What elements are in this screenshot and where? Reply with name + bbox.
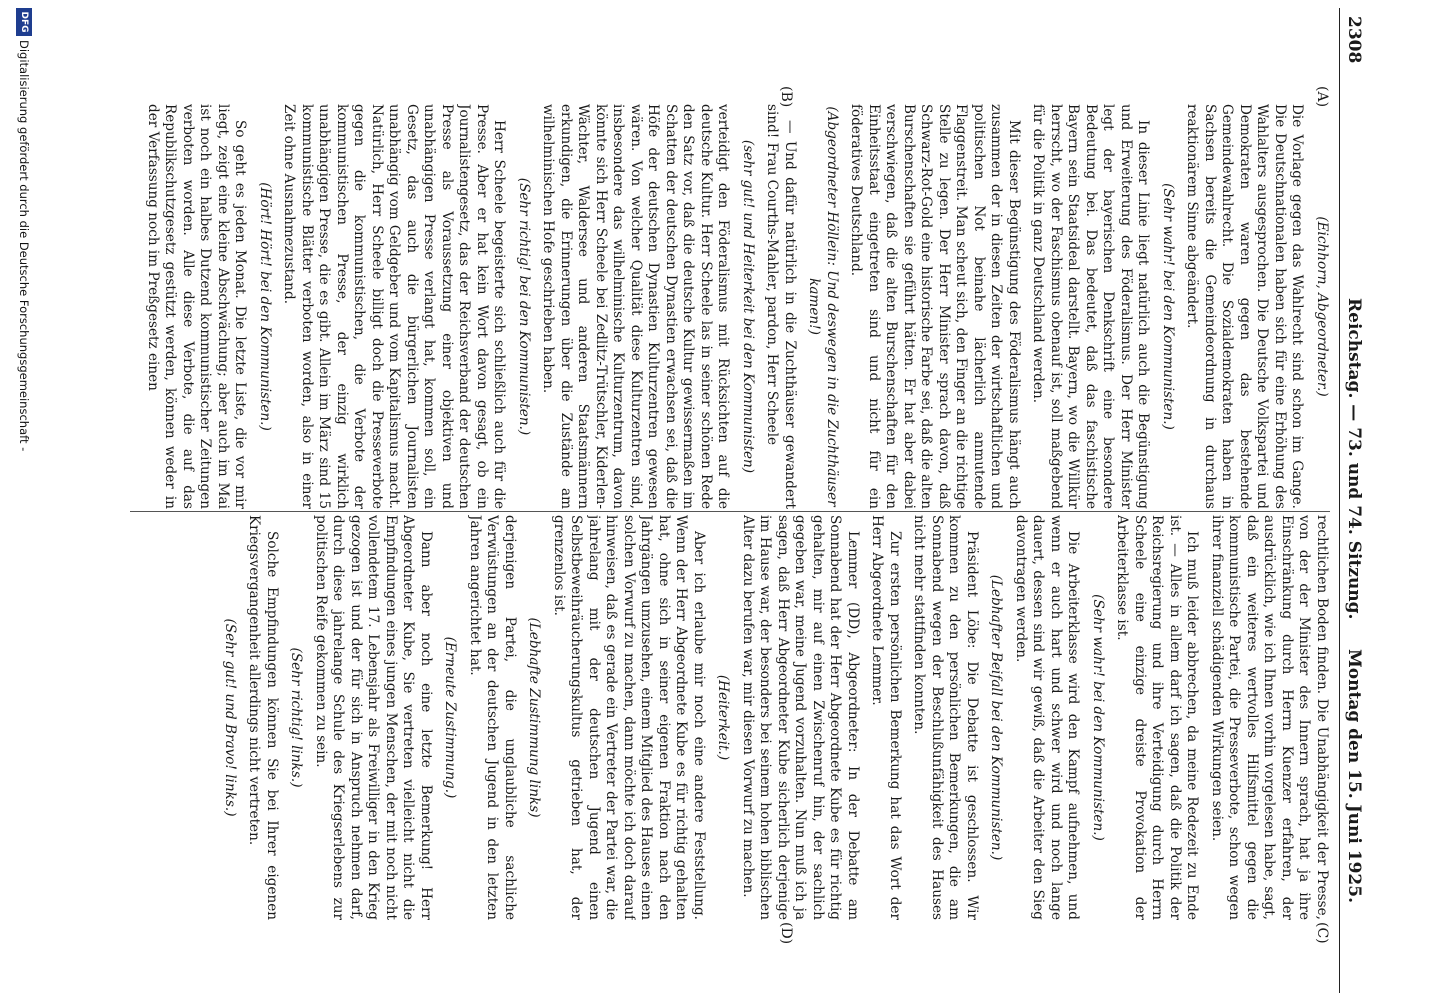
paragraph: Solche Empfindungen können Sie bei Ihrer eigenen Kriegsvergangenheit allerdings nicht vertreten. <box>246 515 280 920</box>
session-date: Montag den 15. Juni 1925. <box>1344 648 1364 903</box>
interjection: (Sehr richtig! bei den Kommunisten.) <box>516 177 532 436</box>
paragraph: rechtlichen Boden finden. Die Unabhängigkeit der Presse, von der der Minister des Innern sprach, hat ja ihre Einschränkung durch Herrn Kuenzer erfahren, der ausdrücklich, wie ich Ihnen vorhin vorgelesen habe, sagt, daß ein weiteres wertvolles Hilfsmittel gegen die kommunistische Partei, die Presseverbote, schon wegen ihrer finanziell schädigenden Wirkungen seien. <box>1209 515 1330 920</box>
speaker-line: (Eichhorn, Abgeordneter.) <box>1314 216 1330 397</box>
interjection: (Sehr wahr! bei den Kommunisten.) <box>1090 594 1106 841</box>
interjection: (Sehr richtig! links.) <box>288 647 305 788</box>
paragraph: Die Vorlage gegen das Wahlrecht sind schon im Gange. Die Deutschnationalen haben sich für eine Erhöhung des Wahlalters ausgesprochen. Die Deutsche Volkspartei und Demokraten waren gegen das bestehende Gemeindewahlrecht. Die Sozialdemokraten haben in Sachsen bereits die Gemeindeordnung in durchaus reaktionärem Sinne abgeändert. <box>1184 104 1306 509</box>
interjection: (Abgeordneter Höllein: Und deswegen in die Zuchthäuser kamen!) <box>806 106 840 507</box>
right-column <box>120 515 1330 920</box>
paragraph: Herr Scheele begeisterte sich schließlich auch für die Presse. Aber er hat kein Wort davon gesagt, ob ein Journalistengesetz, das der Reichsverband der deutschen Presse als Voraussetzung einer objektiven und unabhängigen Presse verlangt hat, kommen soll, ein Gesetz, das auch die bürgerlichen Journalisten unabhängig vom Geldgeber und vom Kapitalismus macht. Natürlich, Herr Scheele billigt doch die Presseverbote gegen die kommunistischen, die Verbote der kommunistischen Presse, der einzig wirklich unabhängigen Presse, die es gibt. Allein im März sind 15 kommunistische Blätter verboten worden, also in einer Zeit ohne Ausnahmezustand. <box>281 104 508 509</box>
paragraph: In dieser Linie liegt natürlich auch die Begünstigung und Erweiterung des Föderalismus. Der Herr Minister legt der bayerischen Denkschrift eine besondere Bedeutung bei. Das bedeutet, daß das faschistische Bayern sein Staatsideal darstellt. Bayern, wo die Willkür herrscht, wo der Faschismus obenauf ist, soll maßgebend für die Politik in ganz Deutschland werden. <box>1030 104 1152 509</box>
margin-mark-c: (C) <box>1314 922 1330 944</box>
paragraph: Dann aber noch eine letzte Bemerkung! Herr Abgeordneter Kube, Sie vertreten vielleicht nicht die Empfindungen eines jungen Menschen, der mit noch nicht vollendetem 17. Lebensjahr als Freiwilliger in den Krieg gezogen ist und der für sich in Anspruch nehmen darf, durch diese jahrelange Schule des Kriegserlebens zur politischen Reife gekommen zu sein. <box>313 515 434 920</box>
margin-mark-a: (A) <box>1314 86 1330 108</box>
interjection: (Sehr wahr! bei den Kommunisten.) <box>1160 183 1176 430</box>
page-header <box>1339 8 1366 993</box>
paragraph: Präsident Löbe: Die Debatte ist geschlossen. Wir kommen zu den persönlichen Bemerkungen, die am Sonnabend wegen der Beschlußunfähigkeit des Hauses nicht mehr stattfinden konnten. <box>911 515 980 920</box>
page-number: 2308 <box>1344 16 1364 64</box>
interjection: (Lebhafte Zustimmung links) <box>526 617 543 818</box>
dfg-logo-icon: DFG <box>16 8 32 36</box>
interjection: (Lebhafter Beifall bei den Kommunisten.) <box>988 574 1005 861</box>
interjection: (Hört! Hört! bei den Kommunisten.) <box>257 182 273 431</box>
interjection: (sehr gut! und Heiterkeit bei den Kommunisten) <box>740 139 756 474</box>
paragraph: Die Arbeiterklasse wird den Kampf aufnehmen, und wenn er auch hart und schwer wird und noch lange dauert, dessen sind wir gewiß, daß die Arbeiter den Sieg davontragen werden. <box>1013 515 1082 920</box>
margin-mark-b: (B) <box>778 86 794 108</box>
paragraph: Lemmer (DD), Abgeordneter: In der Debatte am Sonnabend hat der Herr Abgeordnete Kube es für richtig gehalten, mir auf einen Zwischenruf hin, der sachlich gegeben war, meine Jugend vorzuhalten. Nun muß ich ja sagen, daß Herr Abgeordneter Kube sicherlich derjenige im Hause war, der besonders bei seinem hohen biblischen Alter dazu berufen war, mir diesen Vorwurf zu machen. <box>740 515 861 920</box>
paragraph: Mit dieser Begünstigung des Föderalismus hängt auch zusammen der in diesen Zeiten der wirtschaftlichen und politischen Not beinahe lächerlich anmutende Flaggenstreit. Man scheut sich, den Finger an die richtige Stelle zu legen. Der Herr Minister sprach davon, daß Schwarz-Rot-Gold eine historische Farbe sei, daß die alten Burschenschaften sie geführt hätten. Er hat aber dabei verschwiegen, daß die alten Burschenschaften für den Einheitsstaat eingetreten sind und nicht für ein föderatives Deutschland. <box>848 104 1022 509</box>
interjection: (Erneute Zustimmung.) <box>442 636 459 799</box>
paragraph: Zur ersten persönlichen Bemerkung hat das Wort der Herr Abgeordnete Lemmer. <box>869 515 903 920</box>
interjection: (Heiterkeit.) <box>715 674 732 761</box>
column-divider <box>130 511 1330 512</box>
left-column <box>120 104 1330 509</box>
digitization-credit <box>11 0 35 1000</box>
paragraph: verteidigt den Föderalismus mit Rücksichten auf die deutsche Kultur. Herr Scheele las in seiner schönen Rede den Satz vor, daß die deutsche Kultur gewissermaßen im Schatten der deutschen Dynastien erwachsen sei, daß die Höfe der deutschen Dynastien Kulturzentren gewesen wären. Von welcher Qualität diese Kulturzentren sind, insbesondere das wilhelminische Kulturzentrum, davon könnte sich Herr Scheele bei Zedlitz-Trütschler, Kiderlen-Wächter, Waldersee und anderen Staatsmännern erkundigen, die Erinnerungen über die Zustände am wilhelminischen Hofe geschrieben haben. <box>540 104 732 509</box>
margin-mark-d: (D) <box>778 922 794 945</box>
paragraph: So geht es jeden Monat. Die letzte Liste, die vor mir liegt, zeigt eine kleine Abschwächung; aber auch im Mai ist noch ein halbes Dutzend kommunistischer Zeitungen verboten worden. Alle diese Verbote, die auf das Republikschutzgesetz gestützt werden, können weder in der Verfassung noch im Preßgesetz einen <box>145 104 249 509</box>
paragraph: derjenigen Partei, die unglaubliche sachliche Verwüstungen an der deutschen Jugend in den letzten Jahren angerichtet hat. <box>467 515 518 920</box>
credit-text: Digitalisierung gefördert durch die Deutsche Forschungsgemeinschaft - <box>17 40 31 452</box>
session-title: Reichstag. — 73. und 74. Sitzung. <box>1344 298 1364 620</box>
paragraph: Ich muß leider abbrechen, da meine Redezeit zu Ende ist. — Alles in allem darf ich sagen, daß die Politik der Reichsregierung und ihre Verteidigung durch Herrn Scheele eine einzige dreiste Provokation der Arbeiterklasse ist. <box>1114 515 1201 920</box>
paragraph: Aber ich erlaube mir noch eine andere Feststellung. Wenn der Herr Abgeordnete Kube es für richtig gehalten hat, ohne sich in seiner eigenen Fraktion nach den Jahrgängen umzusehen, einem Mitglied des Hauses einen solchen Vorwurf zu machen, dann möchte ich doch darauf hinweisen, daß es gerade ein Vertreter der Partei war, die jahrelang mit der deutschen Jugend einen Selbstbeweihräucherungskultus getrieben hat, der grenzenlos ist. <box>551 515 707 920</box>
paragraph: — Und dafür natürlich in die Zuchthäuser gewandert sind! Frau Courths-Mahler, pardon, Herr Scheele <box>764 104 798 509</box>
interjection: (Sehr gut! und Bravo! links.) <box>222 618 238 817</box>
